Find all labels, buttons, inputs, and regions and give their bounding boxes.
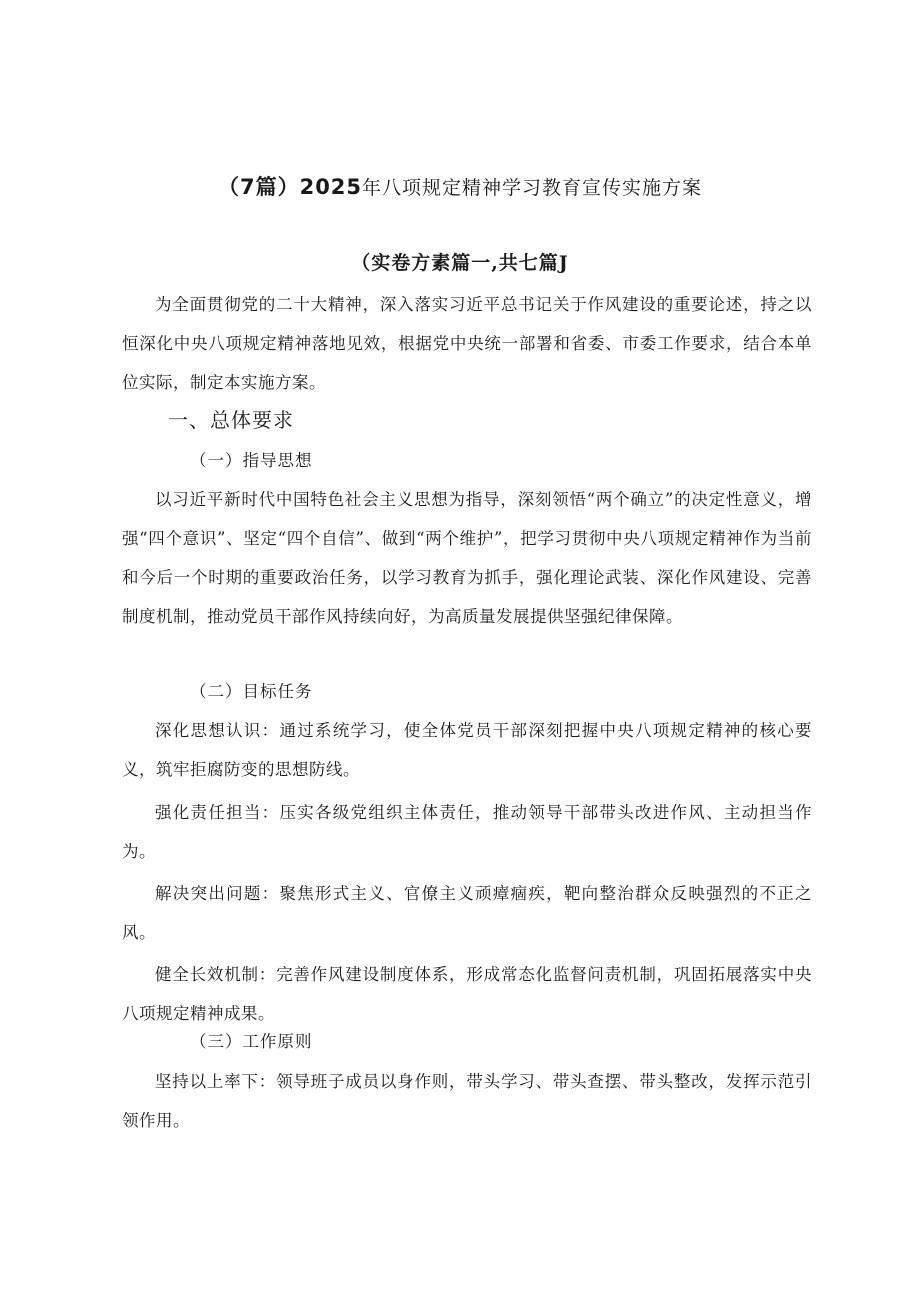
subsection-heading-goals: （二）目标任务 xyxy=(190,682,313,701)
title-main: 年八项规定精神学习教育宣传实施方案 xyxy=(362,177,703,199)
intro-paragraph: 为全面贯彻党的二十大精神，深入落实习近平总书记关于作风建设的重要论述，持之以恒深化中央八项规定精神落地见效，根据党中央统一部署和省委、市委工作要求，结合本单位实际，制定本实施方案。 xyxy=(122,295,812,392)
goal-paragraph-3: 解决突出问题：聚焦形式主义、官僚主义顽瘴痼疾，靶向整治群众反映强烈的不正之风。 xyxy=(122,884,812,942)
goal-paragraph-4: 健全长效机制：完善作风建设制度体系，形成常态化监督问责机制，巩固拓展落实中央八项规定精神成果。 xyxy=(122,965,812,1023)
document-title xyxy=(0,172,920,203)
section-heading-overall-requirements: 一、总体要求 xyxy=(168,408,294,432)
principle-paragraph-1: 坚持以上率下：领导班子成员以身作则，带头学习、带头查摆、带头整改，发挥示范引领作用。 xyxy=(122,1072,812,1130)
goal-paragraph-2: 强化责任担当：压实各级党组织主体责任，推动领导干部带头改进作风、主动担当作为。 xyxy=(122,803,812,861)
title-prefix: （7篇） xyxy=(217,175,300,199)
goal-paragraph-1: 深化思想认识：通过系统学习，使全体党员干部深刻把握中央八项规定精神的核心要义，筑牢拒腐防变的思想防线。 xyxy=(122,721,812,779)
document-subtitle: （实卷方素篇一,共七篇J xyxy=(351,252,569,274)
title-year: 2025 xyxy=(299,175,363,199)
guiding-thought-paragraph: 以习近平新时代中国特色社会主义思想为指导，深刻领悟“两个确立”的决定性意义，增强“四个意识”、坚定“四个自信”、做到“两个维护”，把学习贯彻中央八项规定精神作为当前和今后一个时期的重要政治任务，以学习教育为抓手，强化理论武装、深化作风建设、完善制度机制，推动党员干部作风持续向好，为高质量发展提供坚强纪律保障。 xyxy=(122,490,812,626)
subsection-heading-principles: （三）工作原则 xyxy=(190,1032,313,1051)
subsection-heading-guiding-thought: （一）指导思想 xyxy=(190,451,313,470)
